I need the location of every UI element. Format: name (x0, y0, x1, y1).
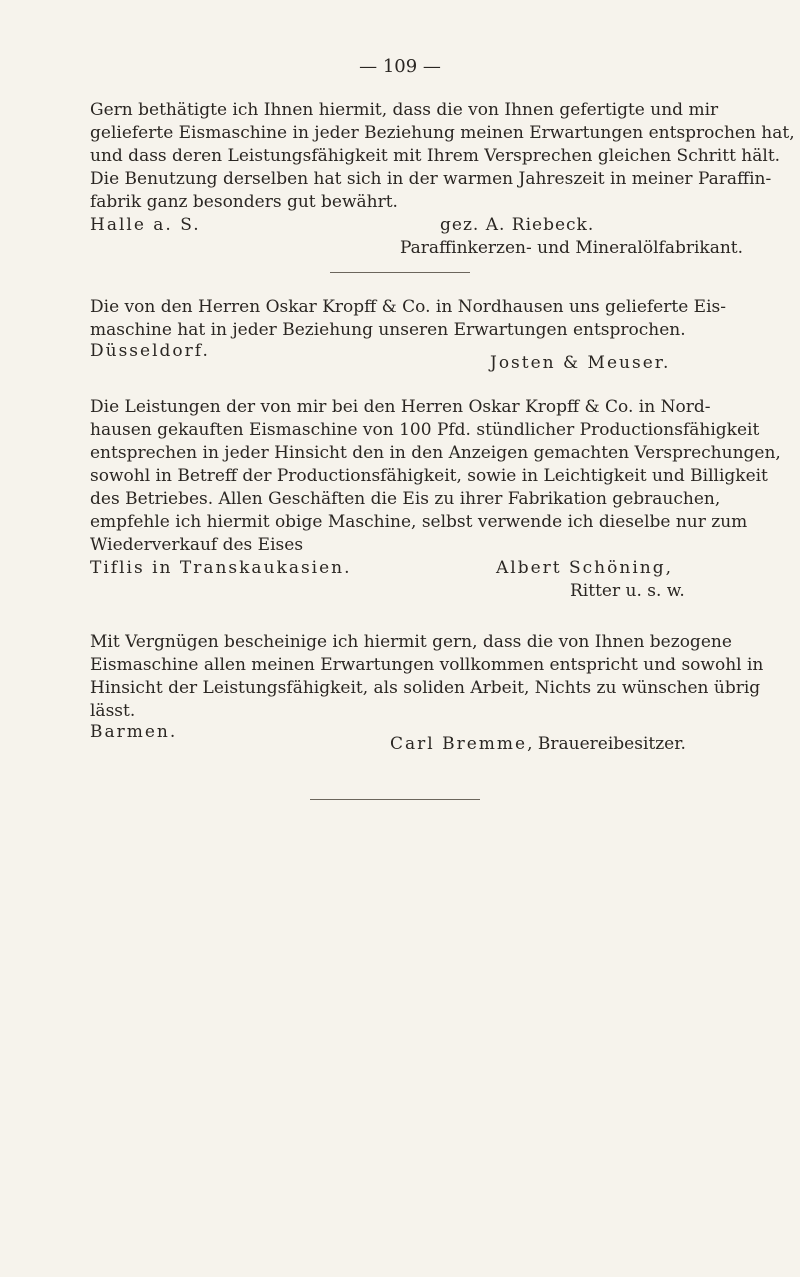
text-line: Die Leistungen der von mir bei den Herren Oskar Kropff & Co. in Nord- (90, 397, 711, 417)
signature (390, 734, 686, 754)
divider (310, 799, 480, 800)
text-line: Eismaschine allen meinen Erwartungen vollkommen entspricht und sowohl in (90, 655, 764, 675)
signature-name: Carl Bremme (390, 734, 528, 754)
place-name: Barmen. (90, 722, 178, 742)
signature: Albert Schöning, (496, 558, 673, 578)
text-line: hausen gekauften Eismaschine von 100 Pfd. stündlicher Productionsfähigkeit (90, 420, 760, 440)
place-name: Tiflis in Transkaukasien. (90, 558, 352, 578)
text-line: lässt. (90, 701, 136, 721)
text-line: Gern bethätigte ich Ihnen hiermit, dass die von Ihnen gefertigte und mir (90, 100, 719, 120)
text-line: des Betriebes. Allen Geschäften die Eis zu ihrer Fabrikation gebrauchen, (90, 489, 721, 509)
text-line: gelieferte Eismaschine in jeder Beziehung meinen Erwartungen entsprochen hat, (90, 123, 795, 143)
text-line: empfehle ich hiermit obige Maschine, selbst verwende ich dieselbe nur zum (90, 512, 748, 532)
signature-title: Paraffinkerzen- und Mineralölfabrikant. (400, 238, 744, 258)
signature-title: , Brauereibesitzer. (527, 734, 686, 754)
place-name: Halle a. S. (90, 215, 201, 235)
text-line: Die Benutzung derselben hat sich in der warmen Jahreszeit in meiner Paraffin- (90, 169, 772, 189)
place-name: Düsseldorf. (90, 341, 210, 361)
text-line: entsprechen in jeder Hinsicht den in den Anzeigen gemachten Versprechungen, (90, 443, 781, 463)
page-number: — 109 — (359, 56, 441, 77)
signature-title: Ritter u. s. w. (570, 581, 685, 601)
text-line: fabrik ganz besonders gut bewährt. (90, 192, 398, 212)
text-line: maschine hat in jeder Beziehung unseren Erwartungen entsprochen. (90, 320, 686, 340)
signature: gez. A. Riebeck. (440, 215, 595, 235)
text-line: Mit Vergnügen bescheinige ich hiermit gern, dass die von Ihnen bezogene (90, 632, 732, 652)
text-line: Hinsicht der Leistungsfähigkeit, als soliden Arbeit, Nichts zu wünschen übrig (90, 678, 761, 698)
text-line: Die von den Herren Oskar Kropff & Co. in Nordhausen uns gelieferte Eis- (90, 297, 726, 317)
divider (330, 272, 470, 273)
text-line: und dass deren Leistungsfähigkeit mit Ihrem Versprechen gleichen Schritt hält. (90, 146, 781, 166)
text-line: sowohl in Betreff der Productionsfähigkeit, sowie in Leichtigkeit und Billigkeit (90, 466, 768, 486)
signature: Josten & Meuser. (490, 353, 671, 373)
text-line: Wiederverkauf des Eises (90, 535, 304, 555)
